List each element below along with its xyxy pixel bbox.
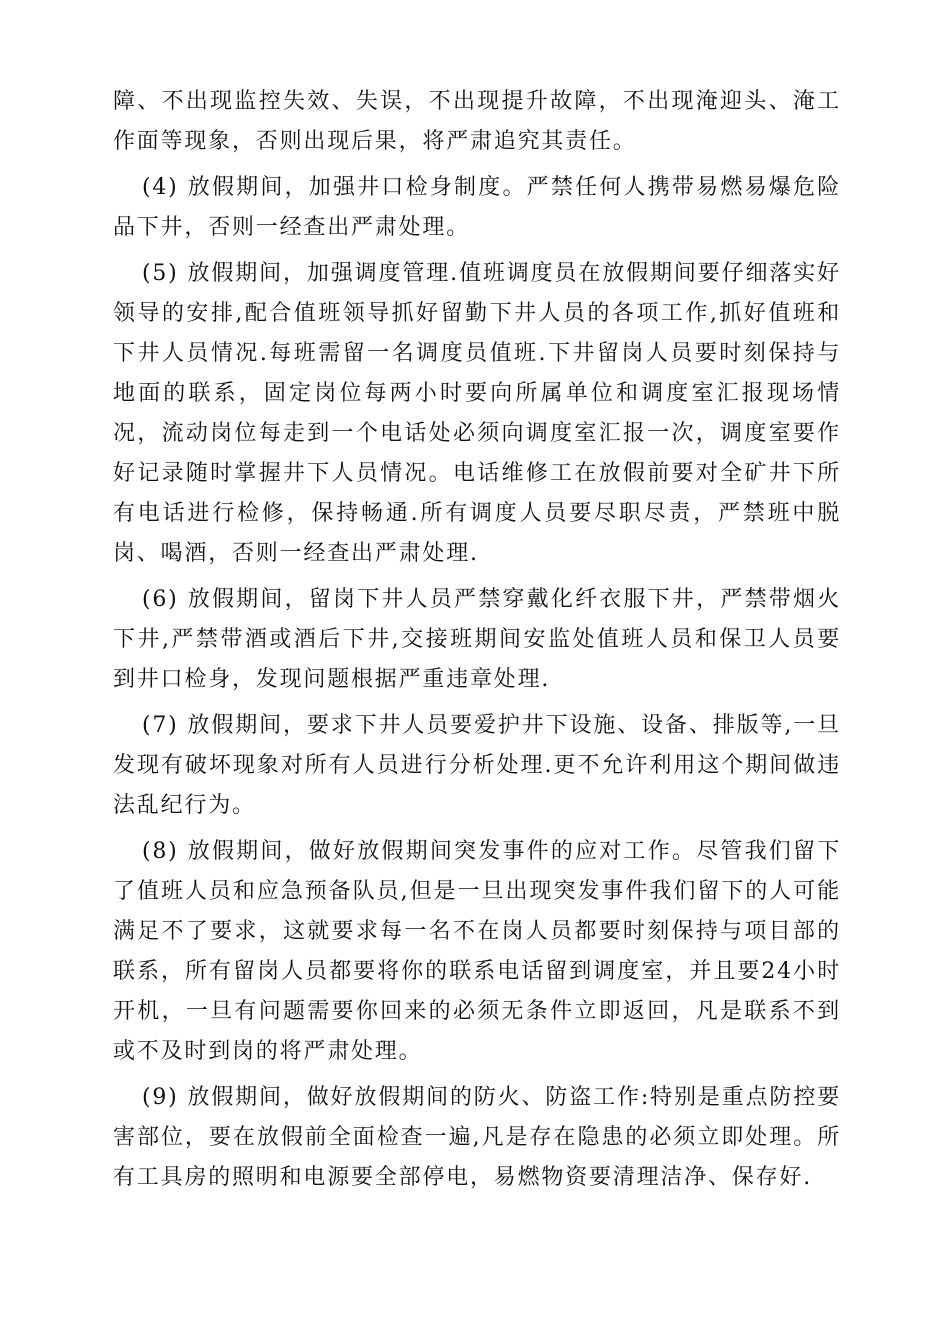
document-body [113,82,841,1204]
paragraph-item-7: (7) 放假期间，要求下井人员要爱护井下设施、设备、排版等,一旦发现有破坏现象对所有人员进行分析处理.更不允许利用这个期间做违法乱纪行为。 [113,713,841,818]
paragraph-item-8: (8) 放假期间，做好放假期间突发事件的应对工作。尽管我们留下了值班人员和应急预备队员,但是一旦出现突发事件我们留下的人可能满足不了要求，这就要求每一名不在岗人员都要时刻保持与项目部的联系，所有留岗人员都要将你的联系电话留到调度室，并且要24小时开机，一旦有问题需要你回来的必须无条件立即返回，凡是联系不到或不及时到岗的将严肃处理。 [113,839,841,1064]
paragraph-item-9: (9) 放假期间，做好放假期间的防火、防盗工作:特别是重点防控要害部位，要在放假前全面检查一遍,凡是存在隐患的必须立即处理。所有工具房的照明和电源要全部停电，易燃物资要清理洁净、保存好. [113,1085,841,1190]
paragraph-item-5: (5) 放假期间，加强调度管理.值班调度员在放假期间要仔细落实好领导的安排,配合值班领导抓好留勤下井人员的各项工作,抓好值班和下井人员情况.每班需留一名调度员值班.下井留岗人员要时刻保持与地面的联系，固定岗位每两小时要向所属单位和调度室汇报现场情况，流动岗位每走到一个电话处必须向调度室汇报一次，调度室要作好记录随时掌握井下人员情况。电话维修工在放假前要对全矿井下所有电话进行检修，保持畅通.所有调度人员要尽职尽责，严禁班中脱岗、喝酒，否则一经查出严肃处理. [113,261,841,566]
paragraph-item-4: (4) 放假期间，加强井口检身制度。严禁任何人携带易燃易爆危险品下井，否则一经查出严肃处理。 [113,175,841,240]
paragraph-continued: 障、不出现监控失效、失误，不出现提升故障，不出现淹迎头、淹工作面等现象，否则出现后果，将严肃追究其责任。 [113,89,841,154]
paragraph-item-6: (6) 放假期间，留岗下井人员严禁穿戴化纤衣服下井，严禁带烟火下井,严禁带酒或酒后下井,交接班期间安监处值班人员和保卫人员要到井口检身，发现问题根据严重违章处理. [113,587,841,692]
